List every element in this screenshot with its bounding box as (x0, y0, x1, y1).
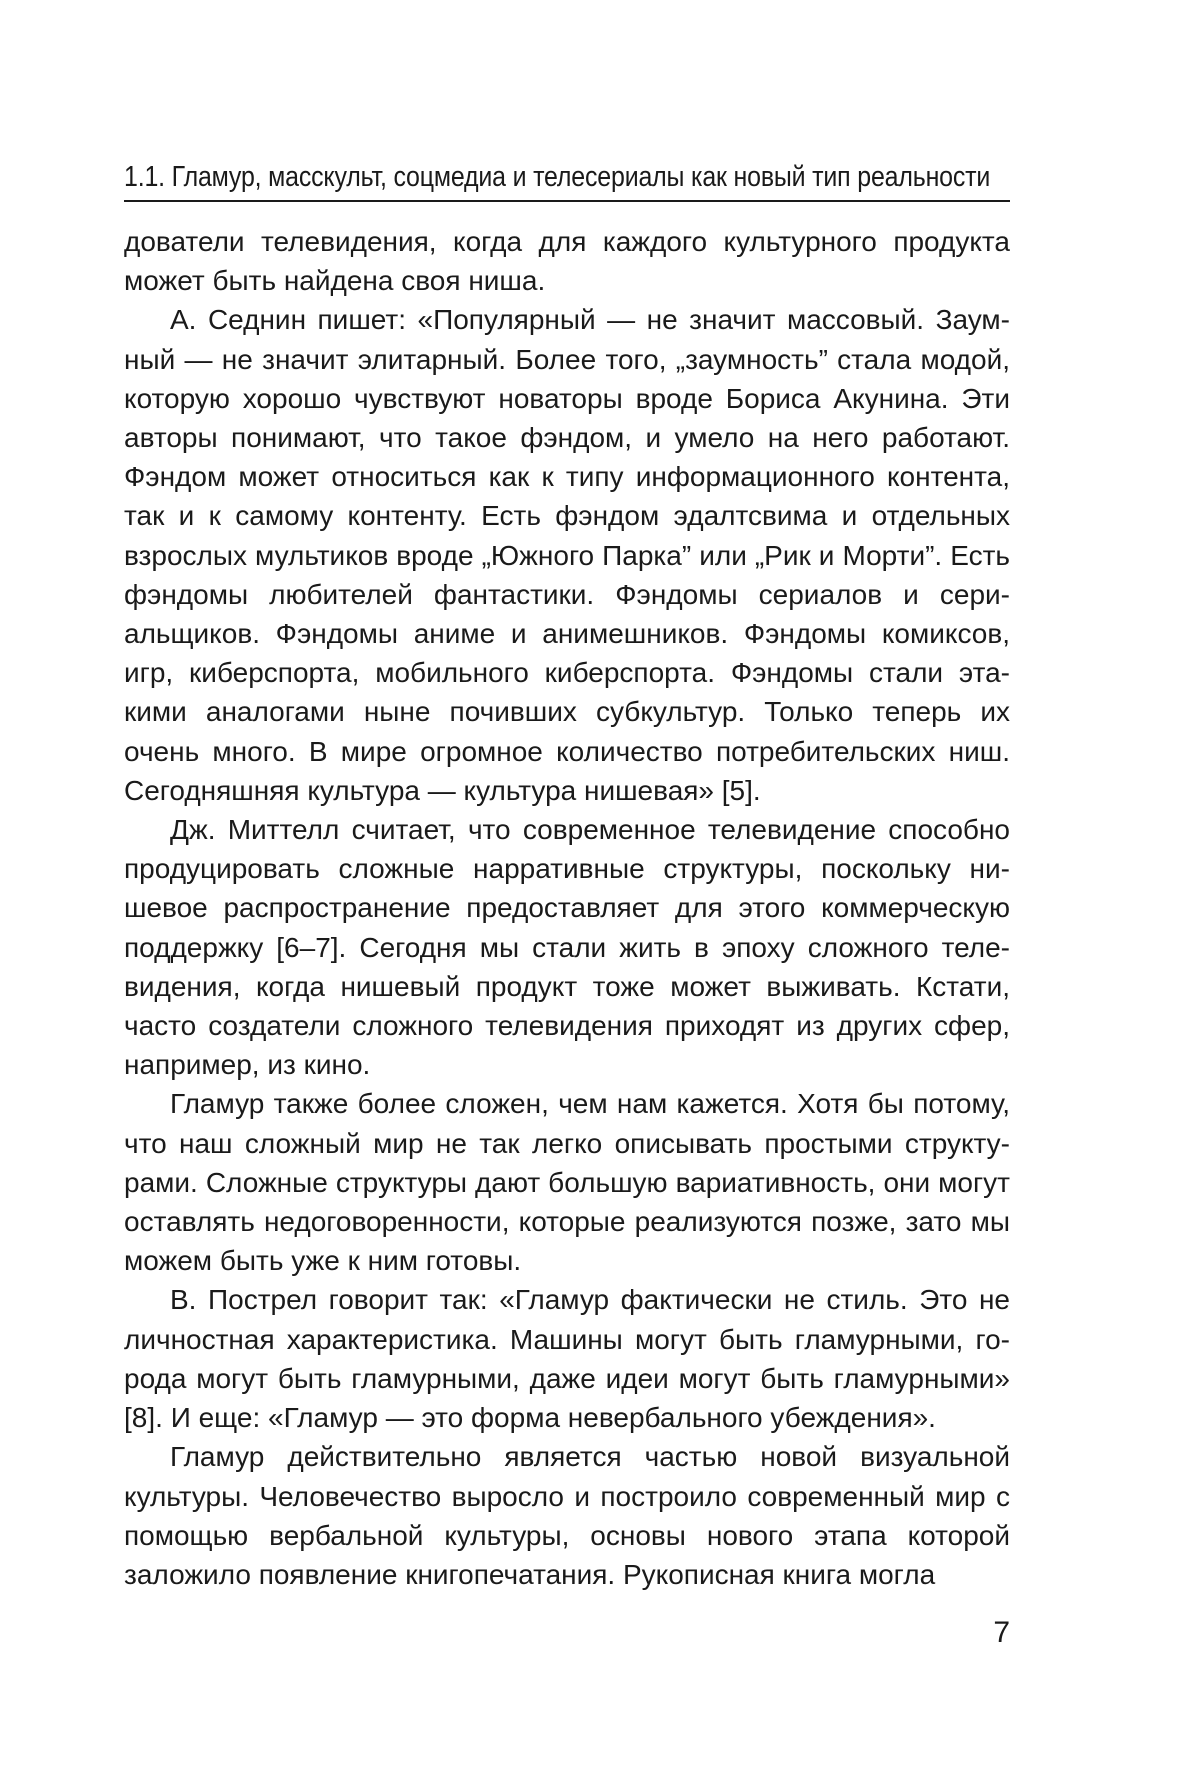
running-header (124, 150, 1010, 202)
paragraph-glamour-complexity: Гламур также более сложен, чем нам кажется. Хотя бы потому, что наш сложный мир не так легко описывать простыми структурами. Сложные структуры дают большую вариативность, они могут оставлять недоговоренности, которые реализуются позже, зато мы можем быть уже к ним готовы. (124, 1088, 1010, 1277)
paragraph-sednin-quote: А. Седнин пишет: «Популярный — не значит массовый. Заумный — не значит элитарный. Более того, „заумность” стала модой, которую хорошо чувствуют новаторы вроде Бориса Акунина. Эти авторы понимают, что такое фэндом, и умело на него работают. Фэндом может относиться как к типу информационного контента, так и к самому контенту. Есть фэндом эдалтсвима и отдельных взрослых мультиков вроде „Южного Парка” или „Рик и Морти”. Есть фэндомы любителей фантастики. Фэндомы сериалов и сериальщиков. Фэндомы аниме и анимешников. Фэндомы комиксов, игр, киберспорта, мобильного киберспорта. Фэндомы стали этакими аналогами ныне почивших субкультур. Только теперь их очень много. В мире огромное количество потребительских ниш. Сегодняшняя культура — культура нишевая» [5]. (124, 304, 1010, 806)
body-text (124, 222, 1010, 1594)
paragraph-mittell: Дж. Миттелл считает, что современное телевидение способно продуцировать сложные нарративные структуры, поскольку нишевое распространение предоставляет для этого коммерческую поддержку [6–7]. Сегодня мы стали жить в эпоху сложного телевидения, когда нишевый продукт тоже может выживать. Кстати, часто создатели сложного телевидения приходят из других сфер, например, из кино. (124, 814, 1010, 1081)
paragraph-visual-culture: Гламур действительно является частью новой визуальной культуры. Человечество выросло и построило современный мир с помощью вербальной культуры, основы нового этапа которой заложило появление книгопечатания. Рукописная книга могла (124, 1441, 1010, 1590)
running-header-title: 1.1. Гламур, масскульт, соцмедиа и телесериалы как новый тип реальности (124, 161, 991, 193)
page-number: 7 (993, 1616, 1010, 1649)
paragraph-continuation: дователи телевидения, когда для каждого культурного продукта может быть найдена своя ниша. (124, 226, 1010, 297)
paragraph-postrel-quote: В. Пострел говорит так: «Гламур фактически не стиль. Это не личностная характеристика. Машины могут быть гламурными, города могут быть гламурными, даже идеи могут быть гламурными» [8]. И еще: «Гламур — это форма невербального убеждения». (124, 1284, 1010, 1434)
